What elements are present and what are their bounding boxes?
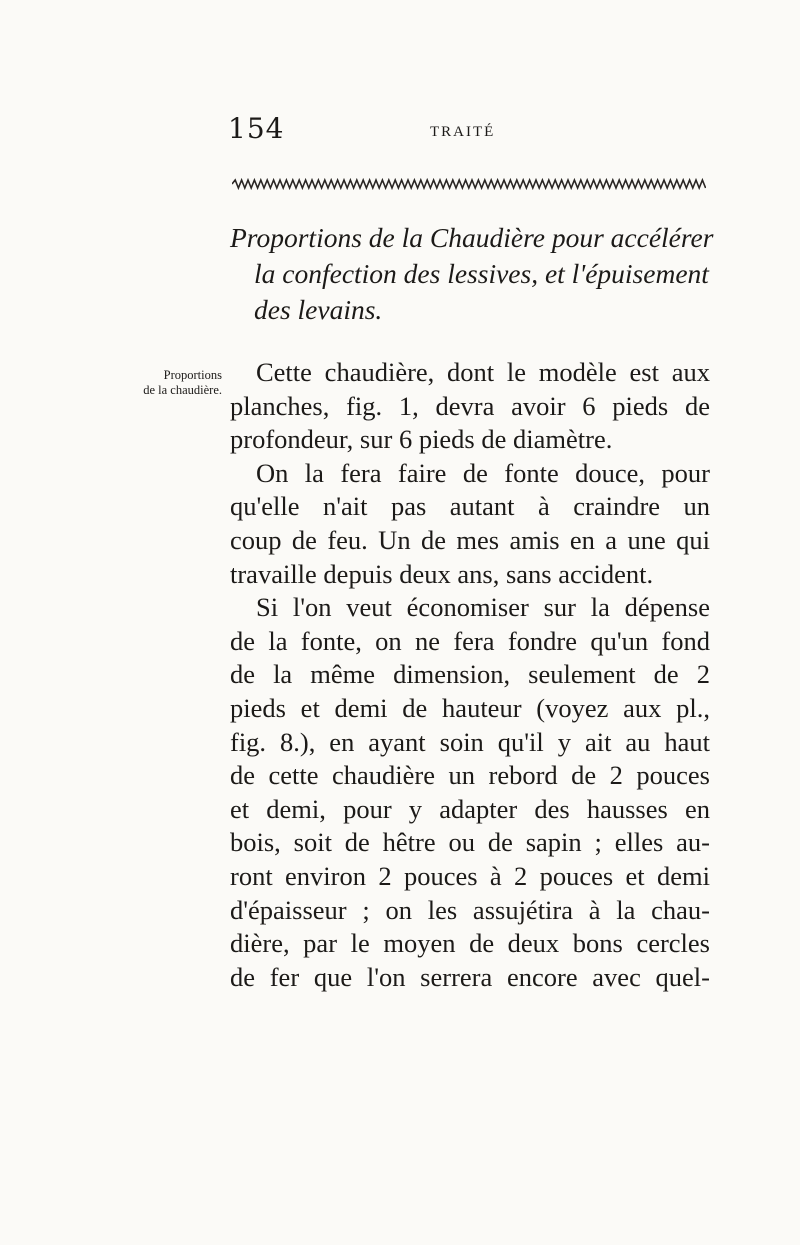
text-line: de la même dimension, seulement de 2 xyxy=(230,659,710,690)
text-line: travaille depuis deux ans, sans accident. xyxy=(230,558,654,589)
text-line: ront environ 2 pouces à 2 pouces et demi xyxy=(230,860,710,891)
text-line: planches, fig. 1, devra avoir 6 pieds de xyxy=(230,390,710,421)
marginal-note-line-2: de la chaudière. xyxy=(143,383,222,397)
decorative-rule-ornament xyxy=(232,178,706,190)
text-line: pieds et demi de hauteur (voyez aux pl., xyxy=(230,692,710,723)
section-heading xyxy=(230,220,720,328)
text-line: Cette chaudière, dont le modèle est aux xyxy=(256,357,710,387)
heading-line-2: la confection des lessives, et l'épuisement xyxy=(254,258,709,289)
text-line: On la fera faire de fonte douce, pour xyxy=(256,457,710,488)
text-line: de la fonte, on ne fera fondre qu'un fond xyxy=(230,625,710,656)
heading-line-3: des levains. xyxy=(254,294,383,325)
text-line: Si l'on veut économiser sur la dépense xyxy=(256,592,710,623)
marginal-note xyxy=(100,368,222,398)
text-line: et demi, pour y adapter des hausses en xyxy=(230,793,710,824)
text-line: coup de feu. Un de mes amis en a une qui xyxy=(230,524,710,555)
marginal-note-line-1: Proportions xyxy=(163,368,222,382)
text-line: qu'elle n'ait pas autant à craindre un xyxy=(230,491,710,522)
heading-line-1: Proportions de la Chaudière pour accélérer xyxy=(230,222,714,253)
text-line: fig. 8.), en ayant soin qu'il y ait au haut xyxy=(230,726,710,757)
text-line: de fer que l'on serrera encore avec quel- xyxy=(230,961,710,992)
text-line: bois, soit de hêtre ou de sapin ; elles au- xyxy=(230,827,710,858)
text-line: dière, par le moyen de deux bons cercles xyxy=(230,928,710,959)
running-title: TRAITÉ xyxy=(430,124,496,140)
text-line: profondeur, sur 6 pieds de diamètre. xyxy=(230,424,613,455)
text-line: de cette chaudière un rebord de 2 pouces xyxy=(230,760,710,791)
body-text xyxy=(230,356,710,994)
page-number: 154 xyxy=(228,112,285,145)
text-line: d'épaisseur ; on les assujétira à la chau- xyxy=(230,894,710,925)
